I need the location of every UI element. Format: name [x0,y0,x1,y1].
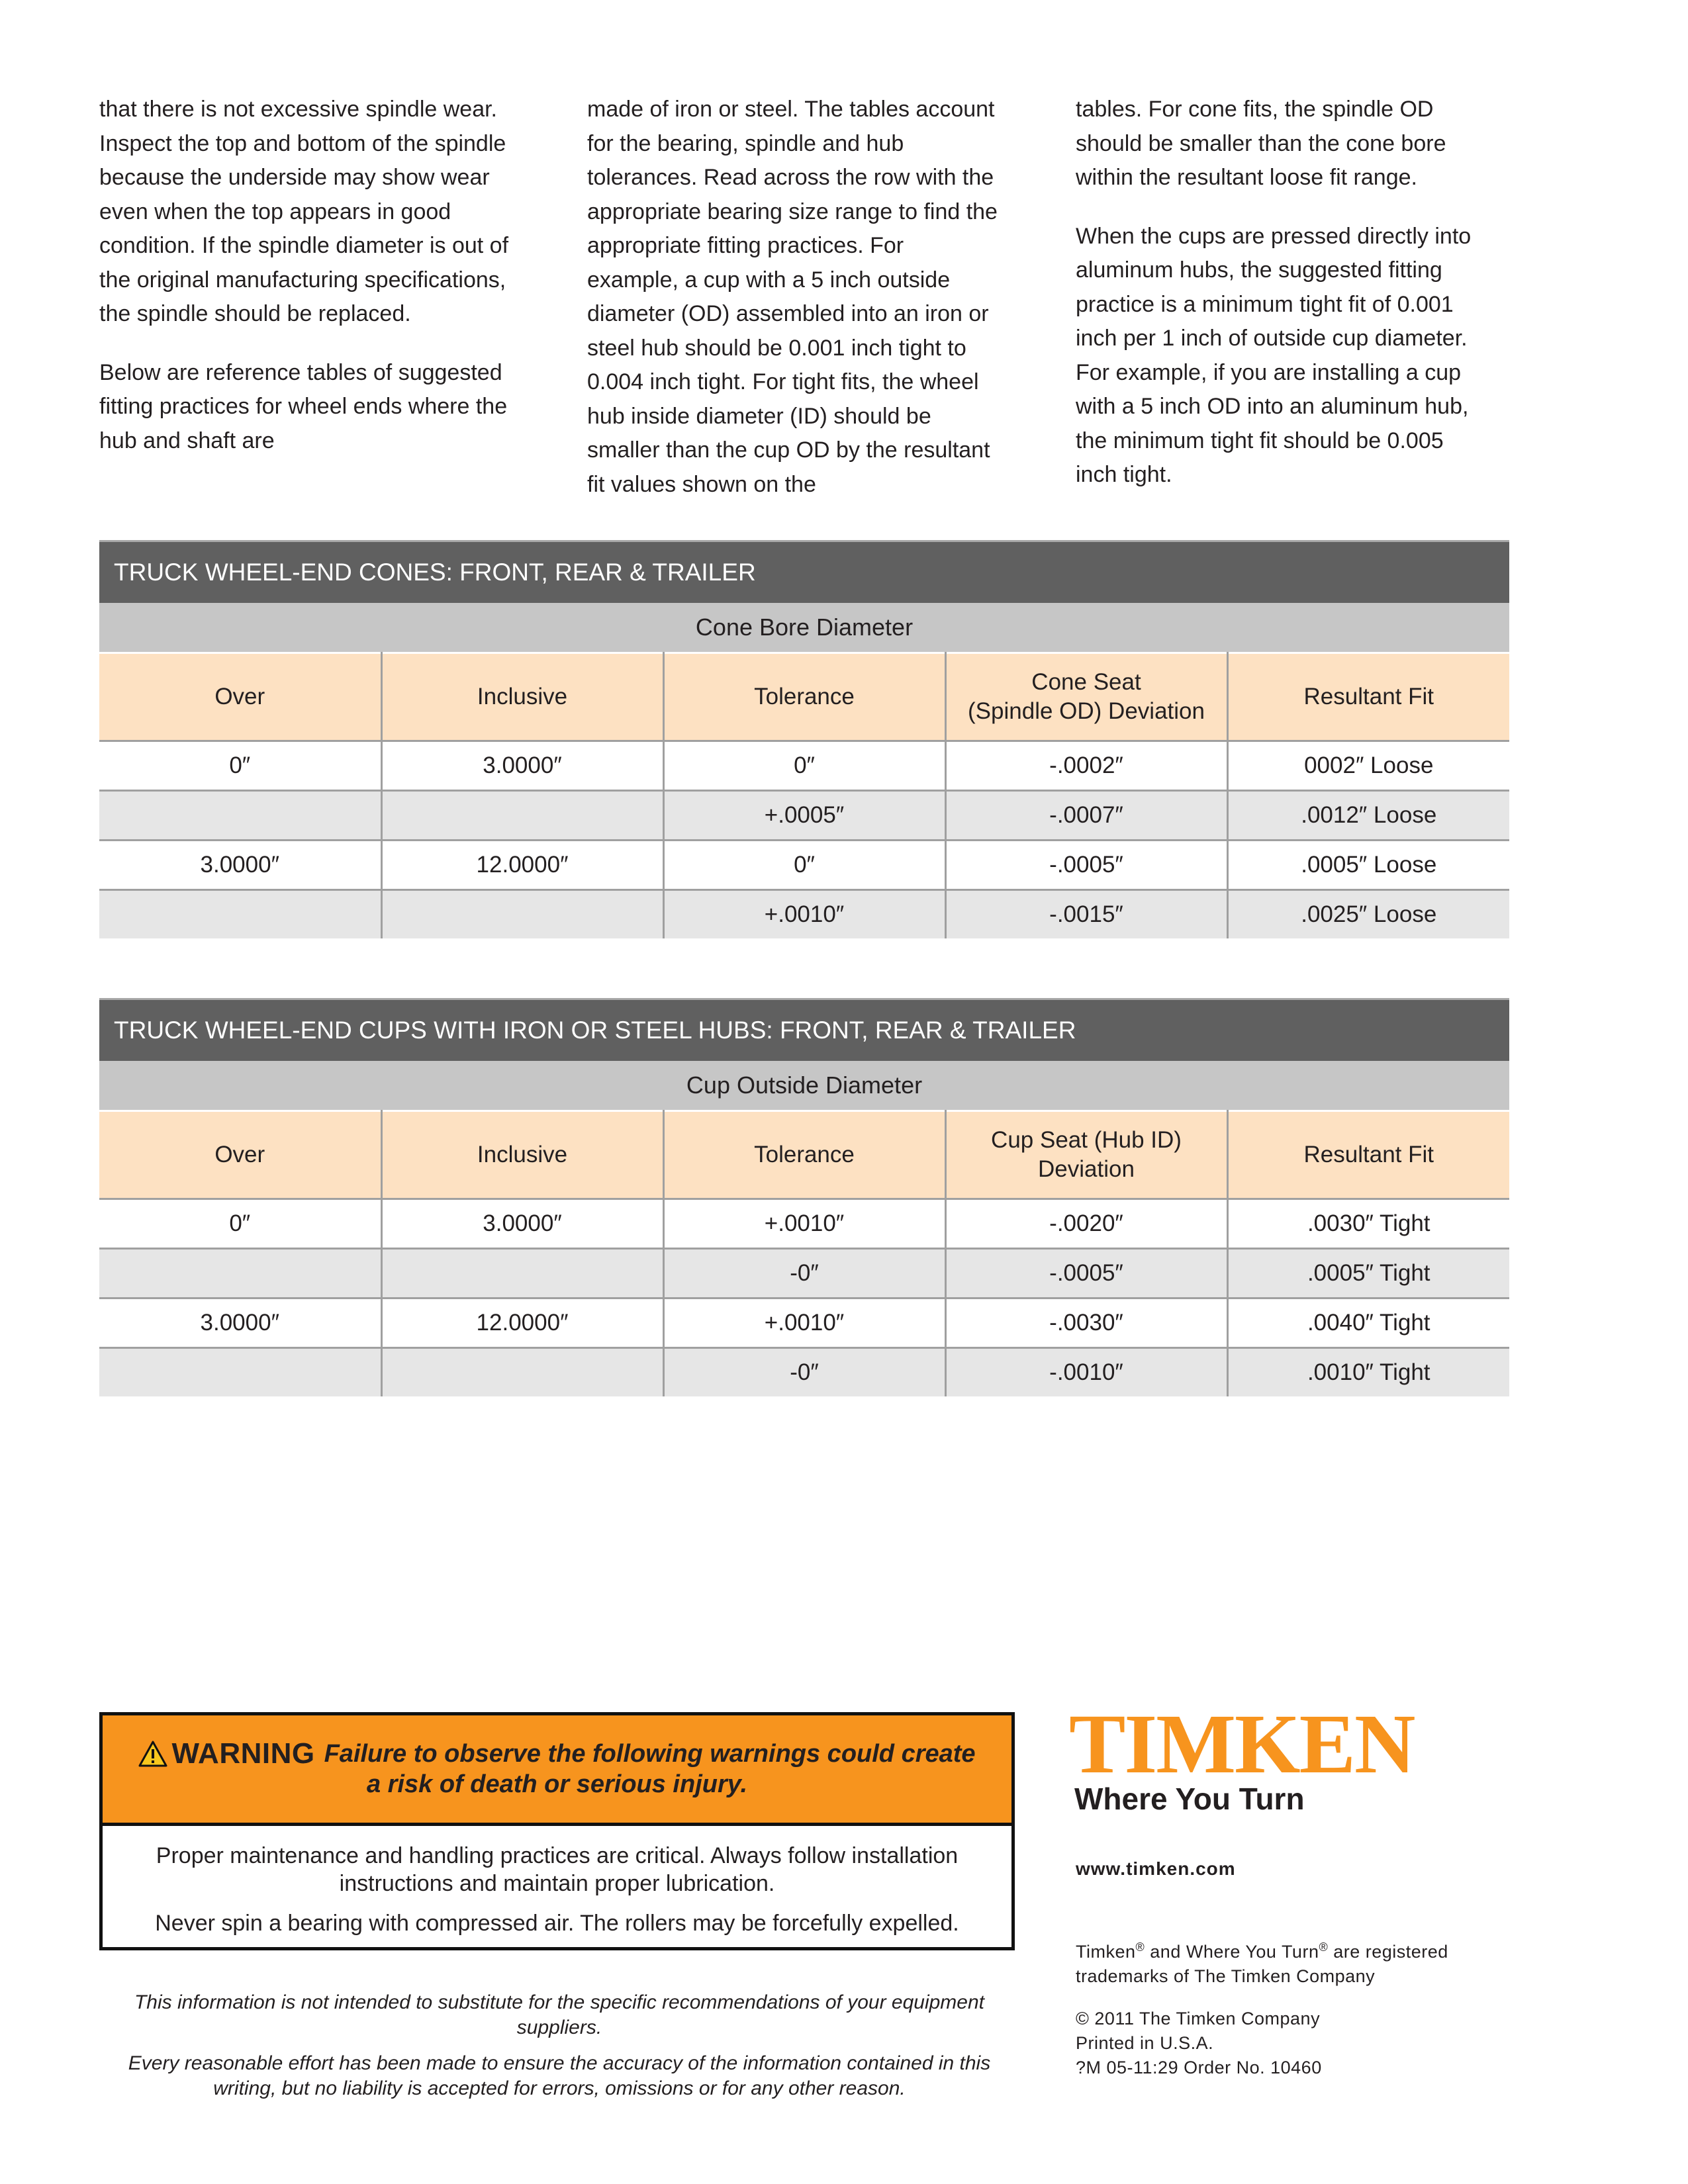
paragraph: made of iron or steel. The tables account for the bearing, spindle and hub tolerances. Read across the row with the appropriate bearing size range to find the appropriate fitting practices. For example, a cup with a 5 inch outside diameter (OD) assembled into an iron or steel hub should be 0.001 inch tight to 0.004 inch tight. For tight fits, the wheel hub inside diameter (ID) should be smaller than the cup OD by the resultant fit values shown on the [587,97,998,497]
table-subtitle: Cup Outside Diameter [99,1061,1509,1111]
table-cell [381,890,663,939]
intro-column-3 [1076,93,1486,517]
column-header: Cone Seat (Spindle OD) Deviation [945,653,1227,741]
table-cell: 0″ [99,1199,381,1249]
table-cell: 3.0000″ [381,1199,663,1249]
table-cell: +.0010″ [663,1199,945,1249]
warning-paragraph: Proper maintenance and handling practices are critical. Always follow installation instructions and maintain proper lubrication. [156,1843,959,1896]
table-cell: 3.0000″ [381,741,663,791]
cups-fit-table [99,998,1509,1396]
trademark-notice [1076,1935,1448,1989]
trademark-text: and Where You Turn [1145,1942,1319,1962]
column-header: Inclusive [381,653,663,741]
paragraph: that there is not excessive spindle wear. Inspect the top and bottom of the spindle because the underside may show wear even when the top appears in good condition. If the spindle diameter is out of the original manufacturing specifications, the spindle should be replaced. [99,97,509,326]
table-cell: -.0005″ [945,841,1227,890]
website-link[interactable]: www.timken.com [1076,1858,1236,1879]
table-cell [381,1348,663,1397]
table-row [99,1298,1509,1348]
table-cell: 3.0000″ [99,1298,381,1348]
table-cell [99,791,381,841]
copyright-block [1076,2007,1322,2080]
registered-mark: ® [1319,1940,1329,1954]
table-cell: .0040″ Tight [1227,1298,1509,1348]
table-cell [99,1348,381,1397]
paragraph: When the cups are pressed directly into aluminum hubs, the suggested fitting practice is a minimum tight fit of 0.001 inch per 1 inch of outside cup diameter. For example, if you are installing a cup with a 5 inch OD into an aluminum hub, the minimum tight fit should be 0.005 inch tight. [1076,223,1472,487]
table-row [99,841,1509,890]
warning-box [99,1712,1015,1950]
column-header: Resultant Fit [1227,653,1509,741]
table-cell: 12.0000″ [381,841,663,890]
intro-column-2 [587,93,998,526]
table-row [99,1249,1509,1298]
column-header: Cup Seat (Hub ID) Deviation [945,1111,1227,1199]
table-cell: -.0020″ [945,1199,1227,1249]
column-header: Tolerance [663,1111,945,1199]
column-header: Over [99,1111,381,1199]
table-cell: .0010″ Tight [1227,1348,1509,1397]
table-cell: -.0010″ [945,1348,1227,1397]
timken-logo: TIMKEN [1069,1697,1415,1791]
tagline: Where You Turn [1074,1782,1305,1816]
table-cell: .0012″ Loose [1227,791,1509,841]
table-cell: .0025″ Loose [1227,890,1509,939]
paragraph: Below are reference tables of suggested fitting practices for wheel ends where the hub and shaft are [99,359,508,453]
column-header: Inclusive [381,1111,663,1199]
table-cell: 0″ [663,741,945,791]
table-cell: -0″ [663,1348,945,1397]
table-cell: 0002″ Loose [1227,741,1509,791]
table-cell: -.0015″ [945,890,1227,939]
table-cell: +.0010″ [663,890,945,939]
table-title: TRUCK WHEEL-END CUPS WITH IRON OR STEEL HUBS: FRONT, REAR & TRAILER [99,999,1509,1062]
table-cell: 12.0000″ [381,1298,663,1348]
table-cell: -.0030″ [945,1298,1227,1348]
column-header: Over [99,653,381,741]
table-cell [381,791,663,841]
warning-triangle-icon [138,1741,167,1767]
column-header: Resultant Fit [1227,1111,1509,1199]
warning-body [103,1826,1011,1937]
table-cell: -.0007″ [945,791,1227,841]
warning-header [103,1715,1011,1826]
trademark-text: are registered [1328,1942,1448,1962]
warning-label: WARNING [171,1737,315,1770]
intro-column-1 [99,93,510,482]
table-cell: -.0002″ [945,741,1227,791]
trademark-text: trademarks of The Timken Company [1076,1966,1376,1986]
table-cell: .0030″ Tight [1227,1199,1509,1249]
table-cell [99,890,381,939]
order-number: ?M 05-11:29 Order No. 10460 [1076,2058,1322,2077]
column-header: Tolerance [663,653,945,741]
cones-fit-table [99,540,1509,938]
registered-mark: ® [1135,1940,1145,1954]
warning-line-1: Failure to observe the following warnings could create [324,1740,976,1768]
table-cell [99,1249,381,1298]
table-row [99,741,1509,791]
table-cell: .0005″ Loose [1227,841,1509,890]
printed-text: Printed in U.S.A. [1076,2033,1214,2053]
paragraph: tables. For cone fits, the spindle OD should be smaller than the cone bore within the resultant loose fit range. [1076,97,1446,190]
copyright-text: © 2011 The Timken Company [1076,2009,1321,2028]
warning-line-2: a risk of death or serious injury. [366,1770,748,1798]
table-cell [381,1249,663,1298]
table-cell: -.0005″ [945,1249,1227,1298]
table-row [99,791,1509,841]
table-cell: 3.0000″ [99,841,381,890]
table-cell: +.0005″ [663,791,945,841]
disclaimer [99,1990,1019,2112]
table-header-row [99,1111,1509,1199]
disclaimer-paragraph: This information is not intended to substitute for the specific recommendations of your equipment suppliers. [134,1991,984,2038]
table-row [99,1348,1509,1397]
table-row [99,1199,1509,1249]
table-cell: +.0010″ [663,1298,945,1348]
table-title: TRUCK WHEEL-END CONES: FRONT, REAR & TRAILER [99,541,1509,604]
table-header-row [99,653,1509,741]
table-subtitle: Cone Bore Diameter [99,603,1509,653]
table-cell: 0″ [99,741,381,791]
disclaimer-paragraph: Every reasonable effort has been made to ensure the accuracy of the information contained in this writing, but no liability is accepted for errors, omissions or for any other reason. [128,2052,991,2099]
warning-paragraph: Never spin a bearing with compressed air. The rollers may be forcefully expelled. [155,1911,959,1936]
table-cell: -0″ [663,1249,945,1298]
table-row [99,890,1509,939]
table-cell: .0005″ Tight [1227,1249,1509,1298]
trademark-text: Timken [1076,1942,1136,1962]
table-cell: 0″ [663,841,945,890]
